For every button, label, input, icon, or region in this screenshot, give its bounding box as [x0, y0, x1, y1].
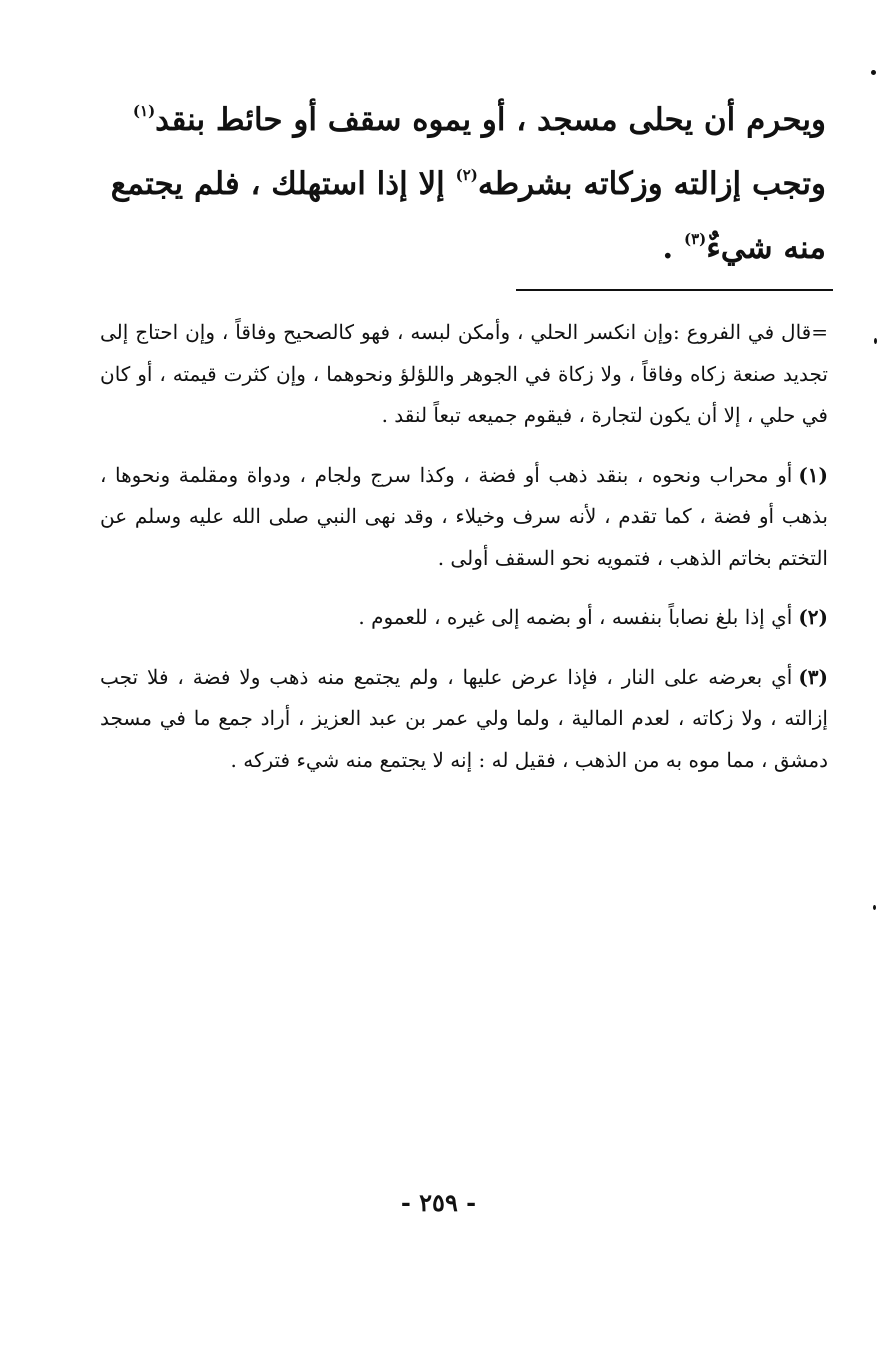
footnote-3	[100, 657, 828, 782]
footnote-number: (٣)	[798, 664, 828, 689]
scan-speck	[873, 905, 876, 910]
main-text-segment: إلا إذا استهلك ، فلم يجتمع	[110, 166, 456, 202]
main-text-segment: منه شيءٌ	[706, 230, 826, 266]
main-text	[96, 88, 826, 280]
main-text-segment: وتجب إزالته وزكاته بشرطه	[477, 166, 826, 202]
page-number: - ٢٥٩ -	[400, 1188, 477, 1217]
footnote-number: (٢)	[798, 605, 828, 629]
main-text-line	[96, 216, 826, 280]
main-text-line	[96, 88, 826, 152]
footnote-number: (١)	[798, 462, 828, 487]
footnotes-section	[100, 312, 828, 799]
footnote-reference: (٢)	[455, 166, 478, 184]
scan-speck	[871, 70, 876, 75]
footnote-text: أي إذا بلغ نصاباً بنفسه ، أو بضمه إلى غيره ، للعموم .	[358, 605, 793, 629]
footnote-reference: (١)	[132, 102, 156, 120]
footnote-separator	[516, 289, 833, 291]
footnote-text: أي بعرضه على النار ، فإذا عرض عليها ، ولم يجتمع منه ذهب ولا فضة ، فلا تجب إزالته ، ولا زكاته ، لعدم المالية ، ولما ولي عمر بن عبد العزيز ، أراد جمع ما في مسجد دمشق ، مما موه به من الذهب ، فقيل له : إنه لا يجتمع منه شيء فتركه .	[100, 664, 828, 772]
main-text-line	[96, 152, 826, 216]
footnote-text: أو محراب ونحوه ، بنقد ذهب أو فضة ، وكذا سرج ولجام ، ودواة ومقلمة ونحوها ، بذهب أو فضة ، كما تقدم ، لأنه سرف وخيلاء ، وقد نهى النبي صلى الله عليه وسلم عن التختم بخاتم الذهب ، فتمويه نحو السقف أولى .	[100, 462, 828, 570]
main-text-segment: .	[662, 230, 684, 266]
footnote-1	[100, 455, 828, 580]
footnote-2	[100, 597, 828, 639]
main-text-segment: ويحرم أن يحلى مسجد ، أو يموه سقف أو حائط بنقد	[155, 102, 826, 138]
footnote-continuation: =قال في الفروع :وإن انكسر الحلي ، وأمكن لبسه ، فهو كالصحيح وفاقاً ، وإن احتاج إلى تجديد صنعة زكاه وفاقاً ، ولا زكاة في الجوهر واللؤلؤ ونحوهما ، وإن كثرت قيمته ، أو كان في حلي ، إلا أن يكون لتجارة ، فيقوم جميعه تبعاً لنقد .	[100, 320, 828, 427]
footnote-reference: (٣)	[683, 230, 707, 248]
